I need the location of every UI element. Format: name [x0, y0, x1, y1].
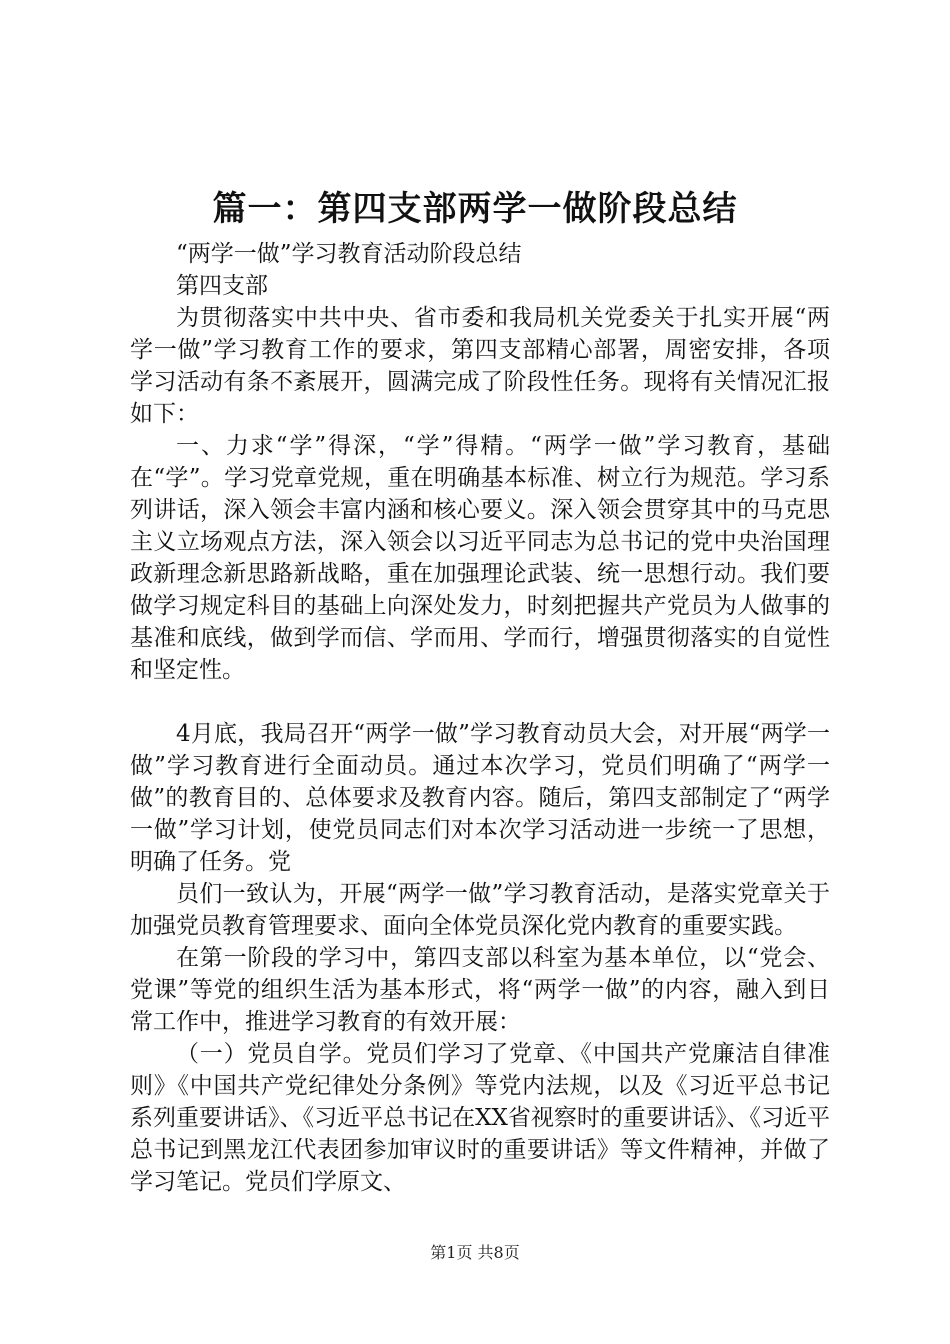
paragraph: 4月底，我局召开“两学一做”学习教育动员大会，对开展“两学一做”学习教育进行全面动员。通过本次学习，党员们明确了“两学一做”的教育目的、总体要求及教育内容。随后，第四支部制定了“两学一做”学习计划，使党员同志们对本次学习活动进一步统一了思想，明确了任务。党: [130, 721, 830, 875]
document-body: [130, 238, 830, 1198]
paragraph-gap: [130, 686, 830, 718]
paragraph: 员们一致认为，开展“两学一做”学习教育活动，是落实党章关于加强党员教育管理要求、面向全体党员深化党内教育的重要实践。: [130, 881, 830, 939]
document-org: 第四支部: [176, 273, 268, 299]
paragraph: （一）党员自学。党员们学习了党章、《中国共产党廉洁自律准则》《中国共产党纪律处分条例》等党内法规，以及《习近平总书记系列重要讲话》、《习近平总书记在XX省视察时的重要讲话》、《习近平总书记到黑龙江代表团参加审议时的重要讲话》等文件精神，并做了学习笔记。党员们学原文、: [130, 1041, 830, 1195]
document-title: 篇一：第四支部两学一做阶段总结: [212, 189, 738, 229]
document-subtitle: “两学一做”学习教育活动阶段总结: [176, 241, 522, 267]
page-footer: 第1页 共8页: [430, 1243, 520, 1262]
paragraph: 为贯彻落实中共中央、省市委和我局机关党委关于扎实开展“两学一做”学习教育工作的要求，第四支部精心部署，周密安排，各项学习活动有条不紊展开，圆满完成了阶段性任务。现将有关情况汇报如下：: [130, 305, 830, 427]
paragraph: 在第一阶段的学习中，第四支部以科室为基本单位，以“党会、党课”等党的组织生活为基本形式，将“两学一做”的内容，融入到日常工作中，推进学习教育的有效开展：: [130, 945, 830, 1035]
paragraph: 一、力求“学”得深，“学”得精。“两学一做”学习教育，基础在“学”。学习党章党规，重在明确基本标准、树立行为规范。学习系列讲话，深入领会丰富内涵和核心要义。深入领会贯穿其中的马克思主义立场观点方法，深入领会以习近平同志为总书记的党中央治国理政新理念新思路新战略，重在加强理论武装、统一思想行动。我们要做学习规定科目的基础上向深处发力，时刻把握共产党员为人做事的基准和底线，做到学而信、学而用、学而行，增强贯彻落实的自觉性和坚定性。: [130, 433, 830, 683]
